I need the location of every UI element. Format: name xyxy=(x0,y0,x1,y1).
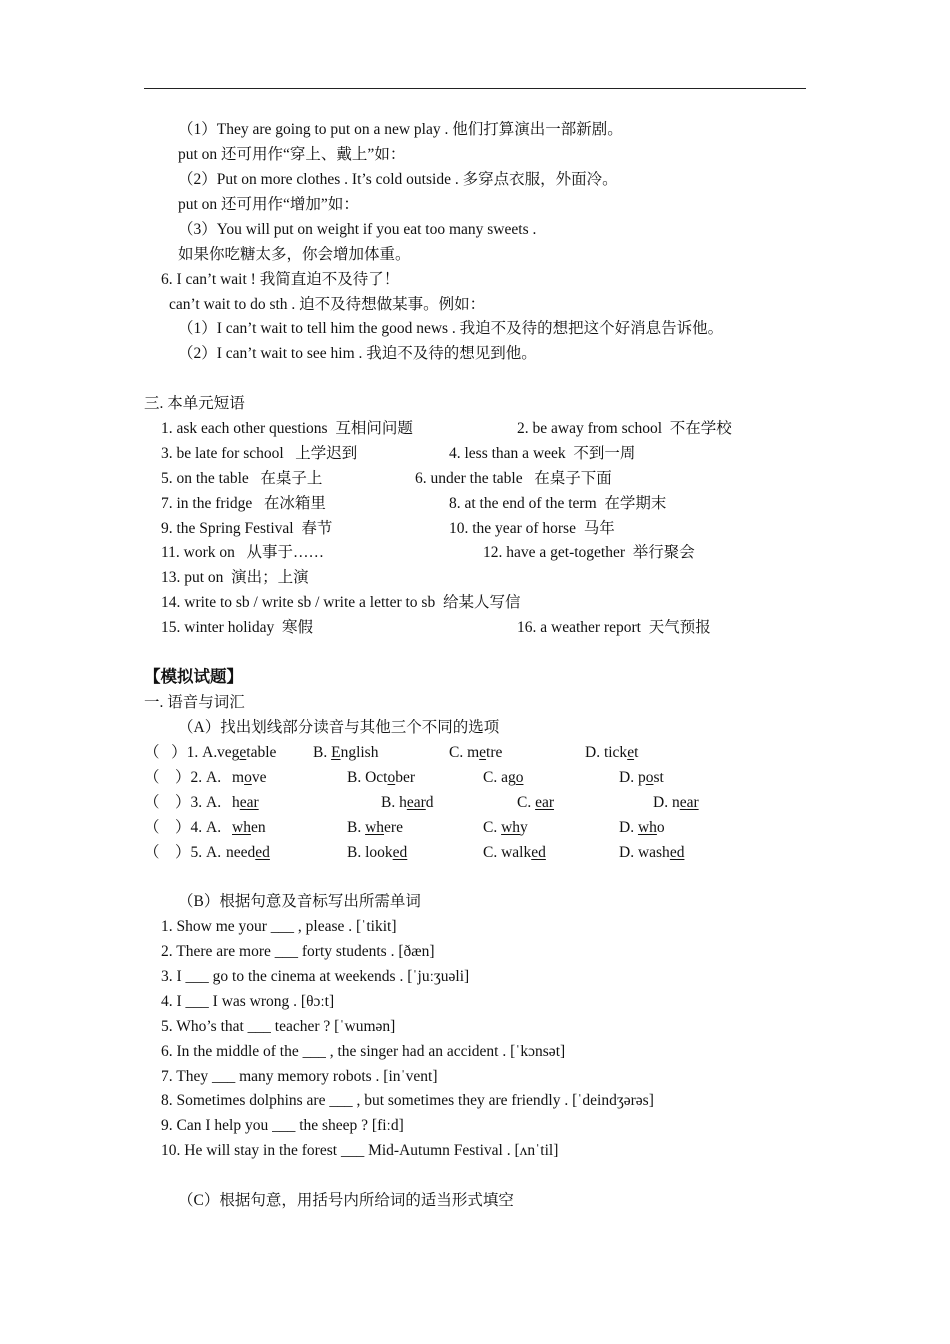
underlined-letters: ed xyxy=(531,844,546,861)
underlined-letters: wh xyxy=(232,819,251,836)
option-text: C. m xyxy=(449,744,480,761)
option-a xyxy=(217,743,276,763)
underlined-letters: e xyxy=(239,744,247,761)
option-a xyxy=(232,818,266,838)
option-text: veg xyxy=(217,744,240,761)
option-text: st xyxy=(653,769,664,786)
phrase-item: 16. a weather report 天气预报 xyxy=(517,619,711,636)
question-prefix: （ ）2. A. xyxy=(144,769,225,786)
underlined-letters: wh xyxy=(365,819,385,836)
underlined-letters: wh xyxy=(501,819,521,836)
option-text: D. tick xyxy=(585,744,628,761)
option-text: ber xyxy=(395,769,416,786)
header-rule xyxy=(144,88,806,89)
option-c xyxy=(483,843,546,863)
underlined-letters: e xyxy=(479,744,487,761)
part-c-instruction: （C）根据句意，用括号内所给词的适当形式填空 xyxy=(178,1192,514,1209)
question-item: 2. There are more ___ forty students . [ðæn] xyxy=(161,943,435,960)
option-b xyxy=(347,843,407,863)
underlined-letters: o xyxy=(387,769,396,786)
option-text: table xyxy=(246,744,277,761)
usage-note: can’t wait to do sth . 迫不及待想做某事。例如： xyxy=(169,296,486,313)
option-b xyxy=(313,743,378,763)
question-prefix: （ ）1. A. xyxy=(144,744,222,761)
option-d xyxy=(585,743,638,763)
option-a xyxy=(232,768,266,788)
phrase-item: 10. the year of horse 马年 xyxy=(449,520,615,537)
question-item: 10. He will stay in the forest ___ Mid-Autumn Festival . [ʌnˈtil] xyxy=(161,1142,559,1159)
underlined-letters: ear xyxy=(679,794,699,811)
option-text: t xyxy=(634,744,639,761)
underlined-letters: ed xyxy=(669,844,685,861)
underlined-letters: e xyxy=(627,744,635,761)
option-c xyxy=(483,768,523,788)
option-text: ve xyxy=(251,769,267,786)
underlined-letters: ed xyxy=(392,844,408,861)
option-d xyxy=(619,818,665,838)
option-text: B. xyxy=(313,744,332,761)
phrase-item: 11. work on 从事于…… xyxy=(161,544,325,561)
option-text: D. p xyxy=(619,769,646,786)
option-text: B. h xyxy=(381,794,407,811)
option-text: m xyxy=(232,769,245,786)
phrase-item: 5. on the table 在桌子上 xyxy=(161,470,323,487)
underlined-letters: o xyxy=(244,769,252,786)
point-heading: 6. I can’t wait ! 我简直迫不及待了！ xyxy=(161,271,400,288)
question-item: 8. Sometimes dolphins are ___ , but sometimes they are friendly . [ˈdeindʒərəs] xyxy=(161,1092,654,1109)
phrase-item: 14. write to sb / write sb / write a letter to sb 给某人写信 xyxy=(161,594,521,611)
phrase-item: 7. in the fridge 在冰箱里 xyxy=(161,495,326,512)
phrases-heading: 三. 本单元短语 xyxy=(144,395,245,412)
phrase-item: 13. put on 演出；上演 xyxy=(161,569,309,586)
option-b xyxy=(381,793,434,813)
question-item: 9. Can I help you ___ the sheep ? [fiːd] xyxy=(161,1117,404,1134)
phrase-item: 1. ask each other questions 互相问问题 xyxy=(161,420,413,437)
phrase-item: 8. at the end of the term 在学期末 xyxy=(449,495,667,512)
option-b xyxy=(347,768,415,788)
option-text: h xyxy=(232,794,240,811)
phrase-item: 3. be late for school 上学迟到 xyxy=(161,445,358,462)
option-text: C. xyxy=(483,819,502,836)
phrase-item: 6. under the table 在桌子下面 xyxy=(415,470,612,487)
option-d xyxy=(619,843,684,863)
usage-note: put on 还可用作“穿上、戴上”如： xyxy=(178,146,406,163)
option-text: C. ag xyxy=(483,769,516,786)
part-b-instruction: （B）根据句意及音标写出所需单词 xyxy=(178,893,421,910)
option-text: ere xyxy=(384,819,403,836)
option-text: en xyxy=(250,819,266,836)
underlined-letters: o xyxy=(515,769,524,786)
option-text: D. xyxy=(619,819,638,836)
question-prefix: （ ）3. A. xyxy=(144,794,225,811)
question-prefix: （ ）5. A. xyxy=(144,844,225,861)
option-text: D. wash xyxy=(619,844,670,861)
option-c xyxy=(449,743,502,763)
option-text: y xyxy=(520,819,528,836)
option-a xyxy=(232,793,259,813)
phrase-item: 15. winter holiday 寒假 xyxy=(161,619,313,636)
example-sentence: （2）Put on more clothes . It’s cold outside . 多穿点衣服，外面冷。 xyxy=(178,171,618,188)
option-b xyxy=(347,818,403,838)
option-text: D. n xyxy=(653,794,680,811)
question-item: 6. In the middle of the ___ , the singer had an accident . [ˈkɔnsət] xyxy=(161,1043,566,1060)
option-d xyxy=(619,768,664,788)
question-item: 5. Who’s that ___ teacher ? [ˈwumən] xyxy=(161,1018,396,1035)
question-prefix: （ ）4. A. xyxy=(144,819,225,836)
question-item: 3. I ___ go to the cinema at weekends . [ˈjuːʒuəli] xyxy=(161,968,470,985)
phrase-item: 2. be away from school 不在学校 xyxy=(517,420,732,437)
option-text: B. Oct xyxy=(347,769,388,786)
test-title: 【模拟试题】 xyxy=(144,667,243,686)
option-text: tre xyxy=(486,744,503,761)
underlined-letters: ed xyxy=(255,844,270,861)
option-text: C. xyxy=(517,794,536,811)
example-sentence: （1）They are going to put on a new play . 他们打算演出一部新剧。 xyxy=(178,121,623,138)
option-d xyxy=(653,793,699,813)
section-heading: 一. 语音与词汇 xyxy=(144,694,245,711)
question-item: 7. They ___ many memory robots . [inˈvent] xyxy=(161,1068,438,1085)
option-c xyxy=(483,818,528,838)
option-text: C. walk xyxy=(483,844,532,861)
example-translation: 如果你吃糖太多，你会增加体重。 xyxy=(178,246,411,263)
example-sentence: （2）I can’t wait to see him . 我迫不及待的想见到他。 xyxy=(178,345,537,362)
option-text: B. look xyxy=(347,844,393,861)
underlined-letters: wh xyxy=(637,819,657,836)
option-text: B. xyxy=(347,819,366,836)
example-sentence: （3）You will put on weight if you eat too many sweets . xyxy=(178,221,537,238)
question-item: 4. I ___ I was wrong . [θɔːt] xyxy=(161,993,335,1010)
phrase-item: 9. the Spring Festival 春节 xyxy=(161,520,333,537)
usage-note: put on 还可用作“增加”如： xyxy=(178,196,359,213)
option-text: o xyxy=(656,819,665,836)
part-a-instruction: （A）找出划线部分读音与其他三个不同的选项 xyxy=(178,719,500,736)
option-text: nglish xyxy=(340,744,379,761)
underlined-letters: ear xyxy=(239,794,259,811)
example-sentence: （1）I can’t wait to tell him the good news . 我迫不及待的想把这个好消息告诉他。 xyxy=(178,320,724,337)
option-c xyxy=(517,793,554,813)
underlined-letters: o xyxy=(645,769,654,786)
phrase-item: 12. have a get-together 举行聚会 xyxy=(483,544,695,561)
phrase-item: 4. less than a week 不到一周 xyxy=(449,445,636,462)
option-text: d xyxy=(425,794,434,811)
question-item: 1. Show me your ___ , please . [ˈtikit] xyxy=(161,918,397,935)
option-a xyxy=(226,843,270,863)
option-text: need xyxy=(226,844,256,861)
underlined-letters: ear xyxy=(535,794,555,811)
underlined-letters: E xyxy=(331,744,341,761)
underlined-letters: ear xyxy=(406,794,426,811)
